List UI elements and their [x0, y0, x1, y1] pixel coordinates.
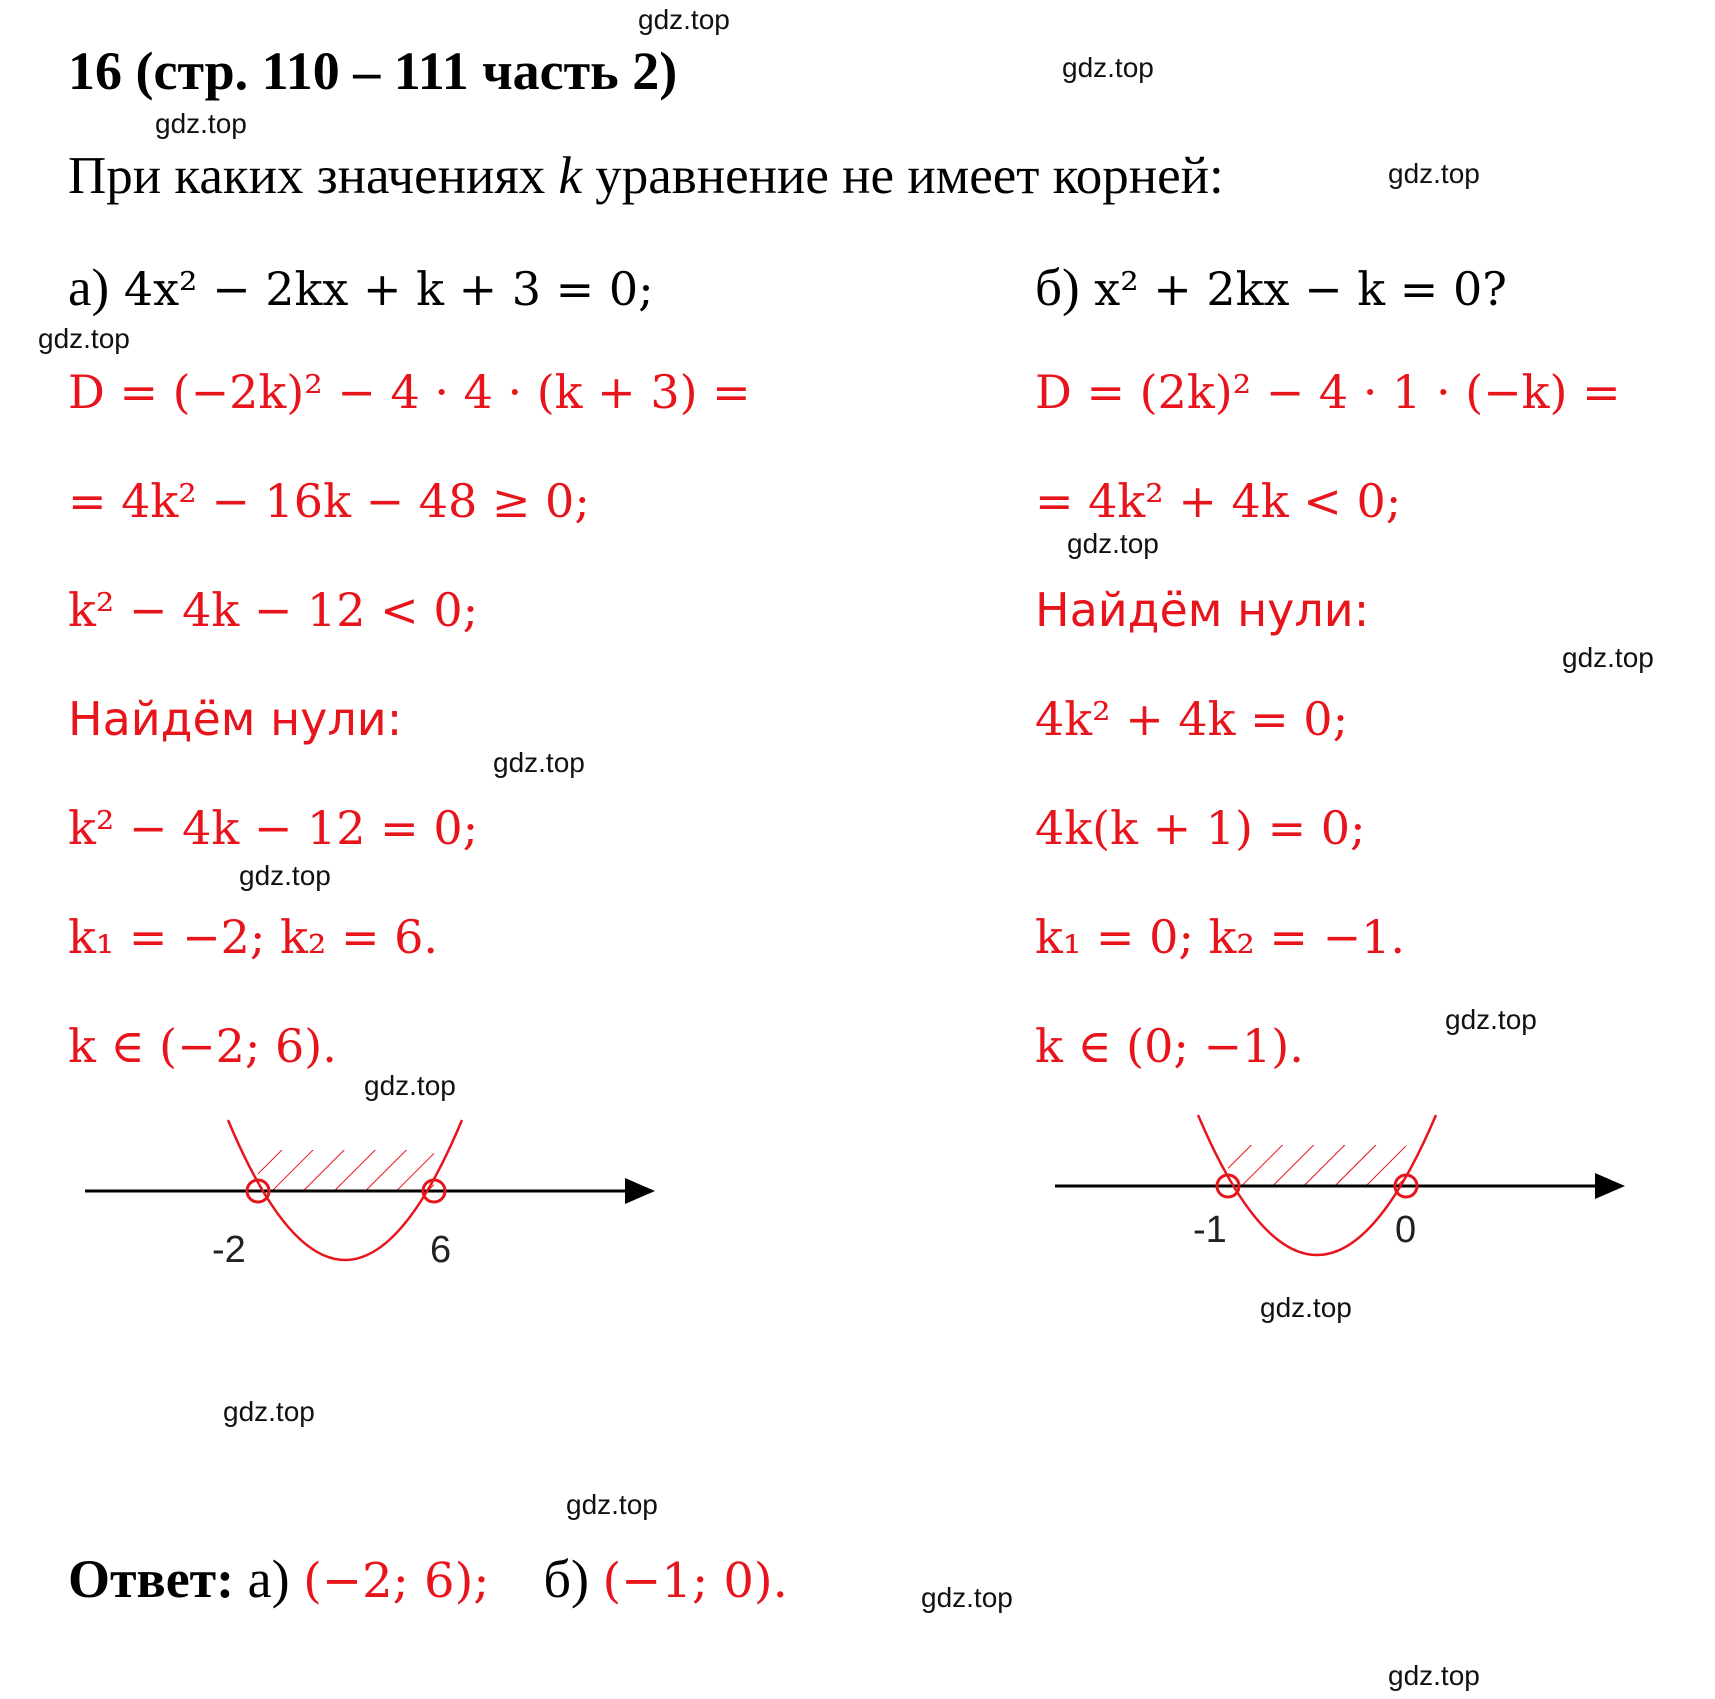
- watermark-6: gdz.top: [1067, 528, 1159, 559]
- part-b-arrow: [1595, 1173, 1625, 1199]
- page-title: 16 (стр. 110 – 111 часть 2): [68, 41, 678, 101]
- part-a-step-1: D = (−2k)² − 4 · 4 · (k + 3) =: [68, 365, 751, 419]
- part-a-arrow: [625, 1178, 655, 1204]
- watermark-8: gdz.top: [493, 747, 585, 778]
- part-a-label: а): [68, 259, 110, 317]
- watermark-7: gdz.top: [1562, 642, 1654, 673]
- part-a-find-zeros: Найдём нули:: [68, 692, 403, 746]
- watermark-9: gdz.top: [239, 860, 331, 891]
- answer-label: Ответ:: [68, 1549, 235, 1609]
- watermark-10: gdz.top: [1445, 1004, 1537, 1035]
- part-b-interval: k ∈ (0; −1).: [1035, 1019, 1304, 1073]
- part-b-roots: k₁ = 0; k₂ = −1.: [1035, 910, 1406, 964]
- part-b-step-2: = 4k² + 4k < 0;: [1035, 474, 1402, 528]
- watermark-1: gdz.top: [638, 4, 730, 35]
- part-b-tick-left: -1: [1193, 1209, 1227, 1251]
- part-a-step-3: k² − 4k − 12 < 0;: [68, 583, 479, 637]
- part-a-step-2: = 4k² − 16k − 48 ≥ 0;: [68, 474, 590, 528]
- part-b-tick-right: 0: [1395, 1209, 1417, 1251]
- part-b-equation-text: x² + 2kx − k = 0?: [1094, 262, 1507, 316]
- answer-b-label: б): [543, 1549, 589, 1609]
- part-a-step-5: k² − 4k − 12 = 0;: [68, 801, 479, 855]
- part-b-find-zeros: Найдём нули:: [1035, 583, 1370, 637]
- part-b-step-4: 4k² + 4k = 0;: [1035, 692, 1349, 746]
- answer-b-value: (−1; 0).: [602, 1553, 788, 1609]
- watermark-14: gdz.top: [566, 1489, 658, 1520]
- watermark-5: gdz.top: [38, 323, 130, 354]
- part-a-hatch: [258, 1150, 434, 1191]
- answer-a-label: а): [247, 1549, 290, 1609]
- watermark-2: gdz.top: [1062, 52, 1154, 83]
- part-a-tick-left: -2: [212, 1229, 246, 1271]
- part-a-equation-text: 4x² − 2kx + k + 3 = 0;: [123, 262, 654, 316]
- part-a-number-line: [85, 1120, 655, 1271]
- part-b-hatch: [1228, 1145, 1406, 1186]
- answer-line: [68, 1548, 788, 1610]
- watermark-3: gdz.top: [155, 108, 247, 139]
- part-a-roots: k₁ = −2; k₂ = 6.: [68, 910, 439, 964]
- answer-a-value: (−2; 6);: [303, 1553, 490, 1609]
- part-b-step-5: 4k(k + 1) = 0;: [1035, 801, 1366, 855]
- watermark-4: gdz.top: [1388, 158, 1480, 189]
- watermark-11: gdz.top: [364, 1070, 456, 1101]
- watermark-12: gdz.top: [1260, 1292, 1352, 1323]
- watermark-15: gdz.top: [921, 1582, 1013, 1613]
- question-prefix: При каких значениях: [68, 147, 559, 205]
- part-b-step-1: D = (2k)² − 4 · 1 · (−k) =: [1035, 365, 1621, 419]
- question-var: k: [558, 147, 582, 205]
- part-b-label: б): [1035, 259, 1080, 317]
- question-suffix: уравнение не имеет корней:: [582, 147, 1224, 205]
- watermark-13: gdz.top: [223, 1396, 315, 1427]
- part-a-tick-right: 6: [430, 1229, 452, 1271]
- part-b-number-line: [1055, 1115, 1625, 1255]
- part-a-interval: k ∈ (−2; 6).: [68, 1019, 337, 1073]
- watermark-16: gdz.top: [1388, 1660, 1480, 1691]
